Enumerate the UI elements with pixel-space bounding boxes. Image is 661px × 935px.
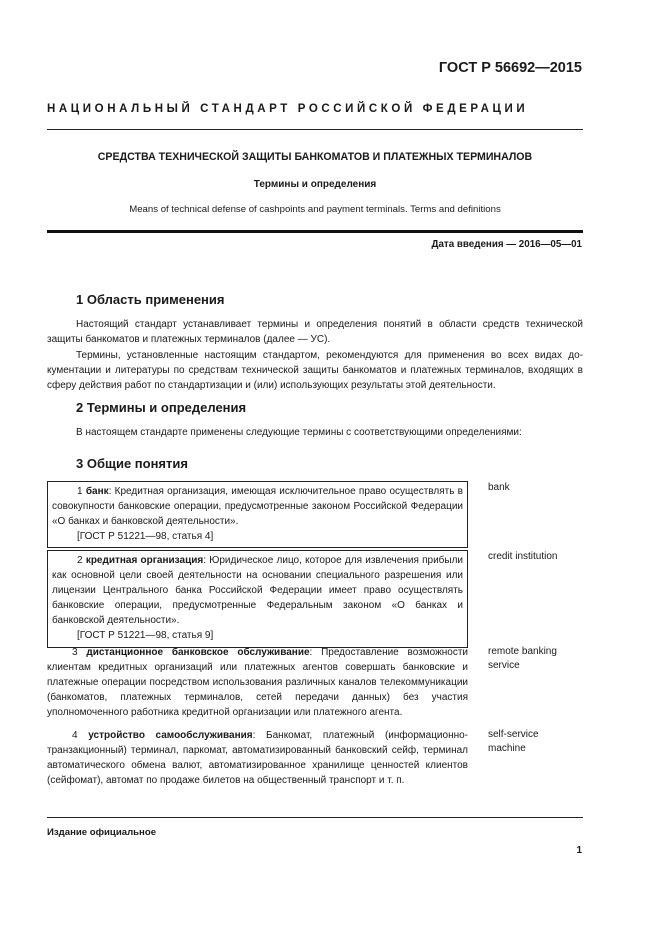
term-english-remote-banking: remote banking service — [488, 646, 557, 671]
term-english-credit-institution: credit institution — [488, 551, 558, 562]
edition-label: Издание официальное — [47, 827, 157, 838]
term-entry-bank — [47, 481, 468, 548]
term-name: кредитная организация — [85, 555, 204, 566]
term-entry-remote-banking — [47, 645, 468, 720]
header-divider — [47, 129, 583, 130]
title-divider — [47, 230, 583, 233]
term-name: дистанционное банковское обслуживание — [86, 647, 310, 658]
term-english-bank: bank — [488, 482, 510, 493]
term-name: банк — [85, 486, 109, 497]
term-definition: : Банкомат, платежный (информационно-транзакционный) терминал, паркомат, автоматизированный банковский сейф, терминал автоматического обмена валют, автоматизированное хранилище ценностей клиентов (сейфомат), автомат по продаже билетов на общественный транспорт и т. п. — [47, 730, 469, 787]
section-2-text — [47, 425, 583, 440]
term-definition: : Кредитная организация, имеющая исключительное право осуществлять в совокупности банковские операции, предусмотренные законом Российской Федерации «О банках и банковской деятельности». — [52, 486, 463, 528]
term-number: 4 — [72, 730, 78, 741]
section-2-heading: 2 Термины и определения — [76, 400, 247, 415]
term-definition: : Юридическое лицо, которое для извлечения прибыли как основной цели своей деятельности на основании специального разрешения или лицензии Центрального банка Российской Федерации имеет право осуществлять банковские операции, предусмотренные Федеральным законом «О банках и банковской деятельности». — [52, 555, 463, 627]
english-title: Means of technical defense of cashpoints and payment terminals. Terms and definitions — [129, 204, 501, 215]
page-number: 1 — [576, 845, 582, 856]
footer-divider — [47, 817, 583, 818]
term-number: 2 — [77, 555, 83, 566]
term-entry-self-service — [47, 728, 468, 788]
term-reference: [ГОСТ Р 51221—98, статья 4] — [77, 531, 214, 543]
national-standard-heading: НАЦИОНАЛЬНЫЙ СТАНДАРТ РОССИЙСКОЙ ФЕДЕРАЦИИ — [47, 103, 529, 115]
term-number: 1 — [77, 486, 83, 497]
term-name: устройство самообслуживания — [88, 730, 253, 741]
standard-subtitle: Термины и определения — [253, 179, 377, 190]
paragraph: Термины, установленные настоящим стандартом, рекомендуются для применения во всех видах документации и литературы по средствам технической защиты банкоматов и платежных терминалов, входящих в сферу действия работ по стандартизации и (или) использующих результаты этой деятельности. — [47, 349, 583, 392]
term-entry-credit-institution — [47, 550, 468, 648]
section-1-heading: 1 Область применения — [76, 292, 225, 307]
section-1-text — [47, 317, 583, 393]
term-definition: : Предоставление возможности клиентам кредитных организаций или платежных агентов совершать банковские и платежные операции посредством использования различных каналов телекоммуникации (банкоматов, платежных терминалов, сетей передачи данных) без участия уполномоченного работника кредитной организации или платежного агента. — [47, 647, 469, 719]
introduction-date: Дата введения — 2016—05—01 — [431, 239, 582, 250]
term-reference: [ГОСТ Р 51221—98, статья 9] — [77, 630, 214, 642]
term-english-self-service: self-service machine — [488, 729, 539, 754]
paragraph: Настоящий стандарт устанавливает термины и определения понятий в области средств технической защиты банкоматов и платежных терминалов (далее — УС). — [47, 319, 583, 346]
paragraph: В настоящем стандарте применены следующие термины с соответствующими определениями: — [76, 427, 522, 438]
section-3-heading: 3 Общие понятия — [76, 456, 188, 471]
standard-title: СРЕДСТВА ТЕХНИЧЕСКОЙ ЗАЩИТЫ БАНКОМАТОВ И ПЛАТЕЖНЫХ ТЕРМИНАЛОВ — [97, 151, 533, 163]
term-number: 3 — [72, 647, 78, 658]
document-code: ГОСТ Р 56692—2015 — [438, 60, 582, 76]
